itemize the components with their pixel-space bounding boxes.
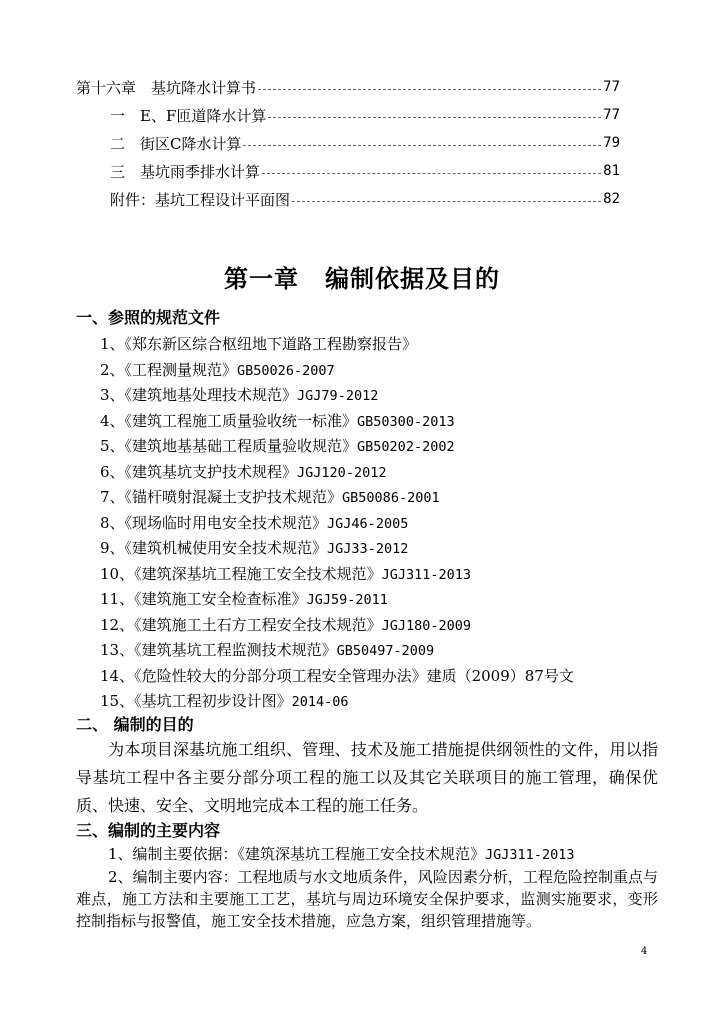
toc-leader-dots [258,88,601,90]
list-item: 7、《锚杆喷射混凝土支护技术规范》GB50086-2001 [100,488,440,506]
toc-entry-page: 79 [603,135,620,151]
page-number: 4 [641,946,648,957]
content-paragraph: 2、编制主要内容：工程地质与水文地质条件，风险因素分析，工程危险控制重点与难点，施工方法和主要施工工艺，基坑与周边环境安全保护要求，监测实施要求，变形控制指标与报警值，施工安全技术措施，应急方案，组织管理措施等。 [76,868,658,930]
toc-entry-page: 77 [603,107,620,123]
toc-entry-title: 二 街区C降水计算 [110,134,242,153]
list-item: 10、《建筑深基坑工程施工安全技术规范》JGJ311-2013 [100,564,471,583]
list-item: 11、《建筑施工安全检查标准》JGJ59-2011 [100,590,388,608]
list-item: 4、《建筑工程施工质量验收统一标准》GB50300-2013 [100,411,455,430]
toc-entry-title: 三 基坑雨季排水计算 [110,162,261,181]
toc-leader-dots [243,144,601,146]
section-heading: 三、编制的主要内容 [76,821,221,840]
list-item: 9、《建筑机械使用安全技术规范》JGJ33-2012 [100,539,409,557]
list-item: 5、《建筑地基基础工程质量验收规范》GB50202-2002 [100,437,455,455]
toc-entry-page: 77 [603,79,620,95]
toc-entry-page: 81 [603,163,620,179]
chapter-label: 第一章 [224,265,299,293]
list-item: 13、《建筑基坑工程监测技术规范》GB50497-2009 [100,641,435,659]
list-item: 1、《郑东新区综合枢纽地下道路工程勘察报告》 [100,335,418,353]
toc-entry-title: 一 E、F匝道降水计算 [110,106,267,125]
toc-entry-title: 第十六章 基坑降水计算书 [76,78,257,97]
list-item: 2、《工程测量规范》GB50026-2007 [100,360,335,379]
toc-leader-dots [268,116,601,118]
content-line: 1、编制主要依据：《建筑深基坑工程施工安全技术规范》JGJ311-2013 [108,845,575,863]
toc-entry[interactable] [110,158,620,184]
toc-entry[interactable] [76,74,620,100]
list-item: 12、《建筑施工土石方工程安全技术规范》JGJ180-2009 [100,615,471,634]
toc-entry[interactable] [110,186,620,212]
toc-leader-dots [292,200,601,202]
purpose-paragraph: 为本项目深基坑施工组织、管理、技术及施工措施提供纲领性的文件，用以指导基坑工程中各主要分部分项工程的施工以及其它关联项目的施工管理，确保优质、快速、安全、文明地完成本工程的施工任务。 [76,740,658,815]
list-item: 6、《建筑基坑支护技术规程》JGJ120-2012 [100,462,387,481]
content-block [76,843,658,932]
toc-leader-dots [262,172,601,174]
chapter-name: 编制依据及目的 [325,265,500,293]
section-heading: 二、 编制的目的 [76,715,194,734]
list-item: 3、《建筑地基处理技术规范》JGJ79-2012 [100,386,379,404]
toc-entry-page: 82 [603,191,620,207]
list-item: 15、《基坑工程初步设计图》2014-06 [100,692,349,710]
list-item: 8、《现场临时用电安全技术规范》JGJ46-2005 [100,513,409,532]
toc-entry[interactable] [110,102,620,128]
list-item: 14、《危险性较大的分部分项工程安全管理办法》建质（2009）87号文 [100,666,574,685]
chapter-title [0,259,724,294]
reference-list [100,332,574,715]
section-heading: 一、参照的规范文件 [76,308,221,327]
toc-entry[interactable] [110,130,620,156]
toc-entry-title: 附件：基坑工程设计平面图 [110,190,291,209]
